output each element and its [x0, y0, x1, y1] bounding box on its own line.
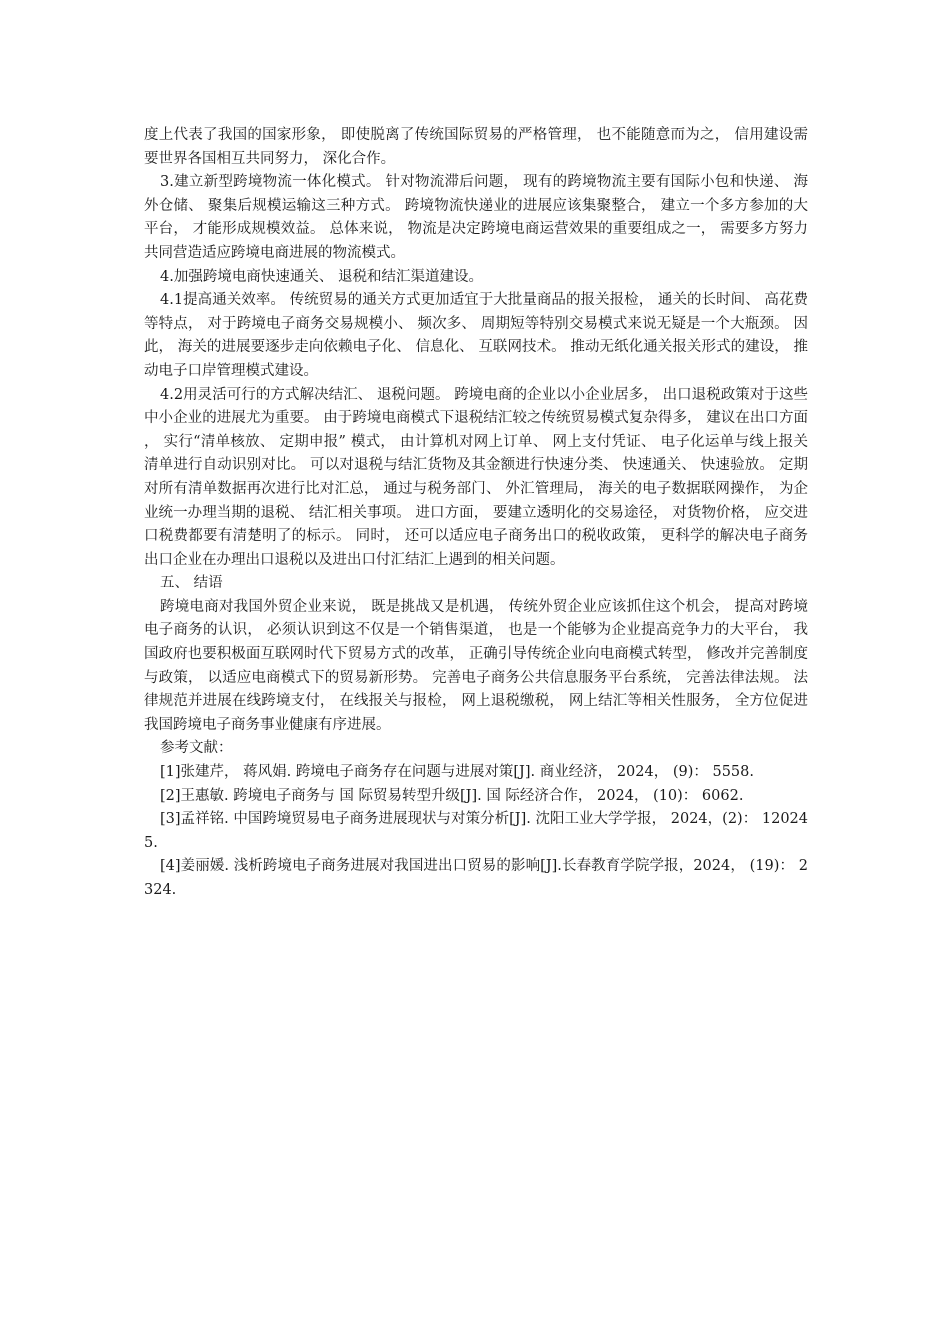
document-body — [144, 124, 808, 903]
paragraph-customs-heading: 4.加强跨境电商快速通关、 退税和结汇渠道建设。 — [160, 268, 483, 285]
reference-item-2: [2]王惠敏. 跨境电子商务与 国 际贸易转型升级[J]. 国 际经济合作， 2024， (10)： 6062. — [160, 787, 744, 804]
reference-item-1: [1]张建芹， 蒋风娟. 跨境电子商务存在问题与进展对策[J]. 商业经济， 2024， (9)： 5558. — [160, 764, 754, 781]
paragraph-tax-refund: 4.2用灵活可行的方式解决结汇、 退税问题。 跨境电商的企业以小企业居多， 出口退税政策对于这些中小企业的进展尤为重要。 由于跨境电商模式下退税结汇较之传统贸易模式复杂得多， 建议在出口方面， 实行“清单核放、 定期申报” 模式， 由计算机对网上订单、 网上支付凭证、 电子化运单与线上报关清单进行自动识别对比。 可以对退税与结汇货物及其金额进行快速分类、 快速通关、 快速验放。 定期对所有清单数据再次进行比对汇总， 通过与税务部门、 外汇管理局， 海关的电子数据联网操作， 为企业统一办理当期的退税、 结汇相关事项。 进口方面， 要建立透明化的交易途径， 对货物价格， 应交进口税费都要有清楚明了的标示。 同时， 还可以适应电子商务出口的税收政策， 更科学的解决电子商务出口企业在办理出口退税以及进出口付汇结汇上遇到的相关问题。 — [144, 386, 808, 568]
reference-item-4: [4]姜丽媛. 浅析跨境电子商务进展对我国进出口贸易的影响[J].长春教育学院学报，2024， (19)： 2324. — [144, 858, 808, 898]
paragraph-credit-building: 度上代表了我国的国家形象， 即使脱离了传统国际贸易的严格管理， 也不能随意而为之， 信用建设需要世界各国相互共同努力， 深化合作。 — [144, 127, 808, 167]
section-heading-conclusion: 五、 结语 — [160, 575, 223, 592]
references-heading: 参考文献： — [160, 740, 233, 757]
reference-item-3: [3]孟祥铭. 中国跨境贸易电子商务进展现状与对策分析[J]. 沈阳工业大学学报， 2024，(2)： 120245. — [144, 811, 808, 851]
paragraph-conclusion: 跨境电商对我国外贸企业来说， 既是挑战又是机遇， 传统外贸企业应该抓住这个机会， 提高对跨境电子商务的认识， 必须认识到这不仅是一个销售渠道， 也是一个能够为企业提高竞争力的大平台， 我国政府也要积极面互联网时代下贸易方式的改革， 正确引导传统企业向电商模式转型， 修改并完善制度与政策， 以适应电商模式下的贸易新形势。 完善电子商务公共信息服务平台系统， 完善法律法规。 法律规范并进展在线跨境支付， 在线报关与报检， 网上退税缴税， 网上结汇等相关性服务， 全方位促进我国跨境电子商务事业健康有序进展。 — [144, 598, 808, 733]
paragraph-logistics: 3.建立新型跨境物流一体化模式。 针对物流滞后问题， 现有的跨境物流主要有国际小包和快递、 海外仓储、 聚集后规模运输这三种方式。 跨境物流快递业的进展应该集聚整合， 建立一个多方参加的大平台， 才能形成规模效益。 总体来说， 物流是决定跨境电商运营效果的重要组成之一， 需要多方努力共同营造适应跨境电商进展的物流模式。 — [144, 174, 808, 261]
paragraph-clearance-efficiency: 4.1提高通关效率。 传统贸易的通关方式更加适宜于大批量商品的报关报检， 通关的长时间、 高花费等特点， 对于跨境电子商务交易规模小、 频次多、 周期短等特别交易模式来说无疑是一个大瓶颈。 因此， 海关的进展要逐步走向依赖电子化、 信息化、 互联网技术。 推动无纸化通关报关形式的建设， 推动电子口岸管理模式建设。 — [144, 292, 808, 379]
